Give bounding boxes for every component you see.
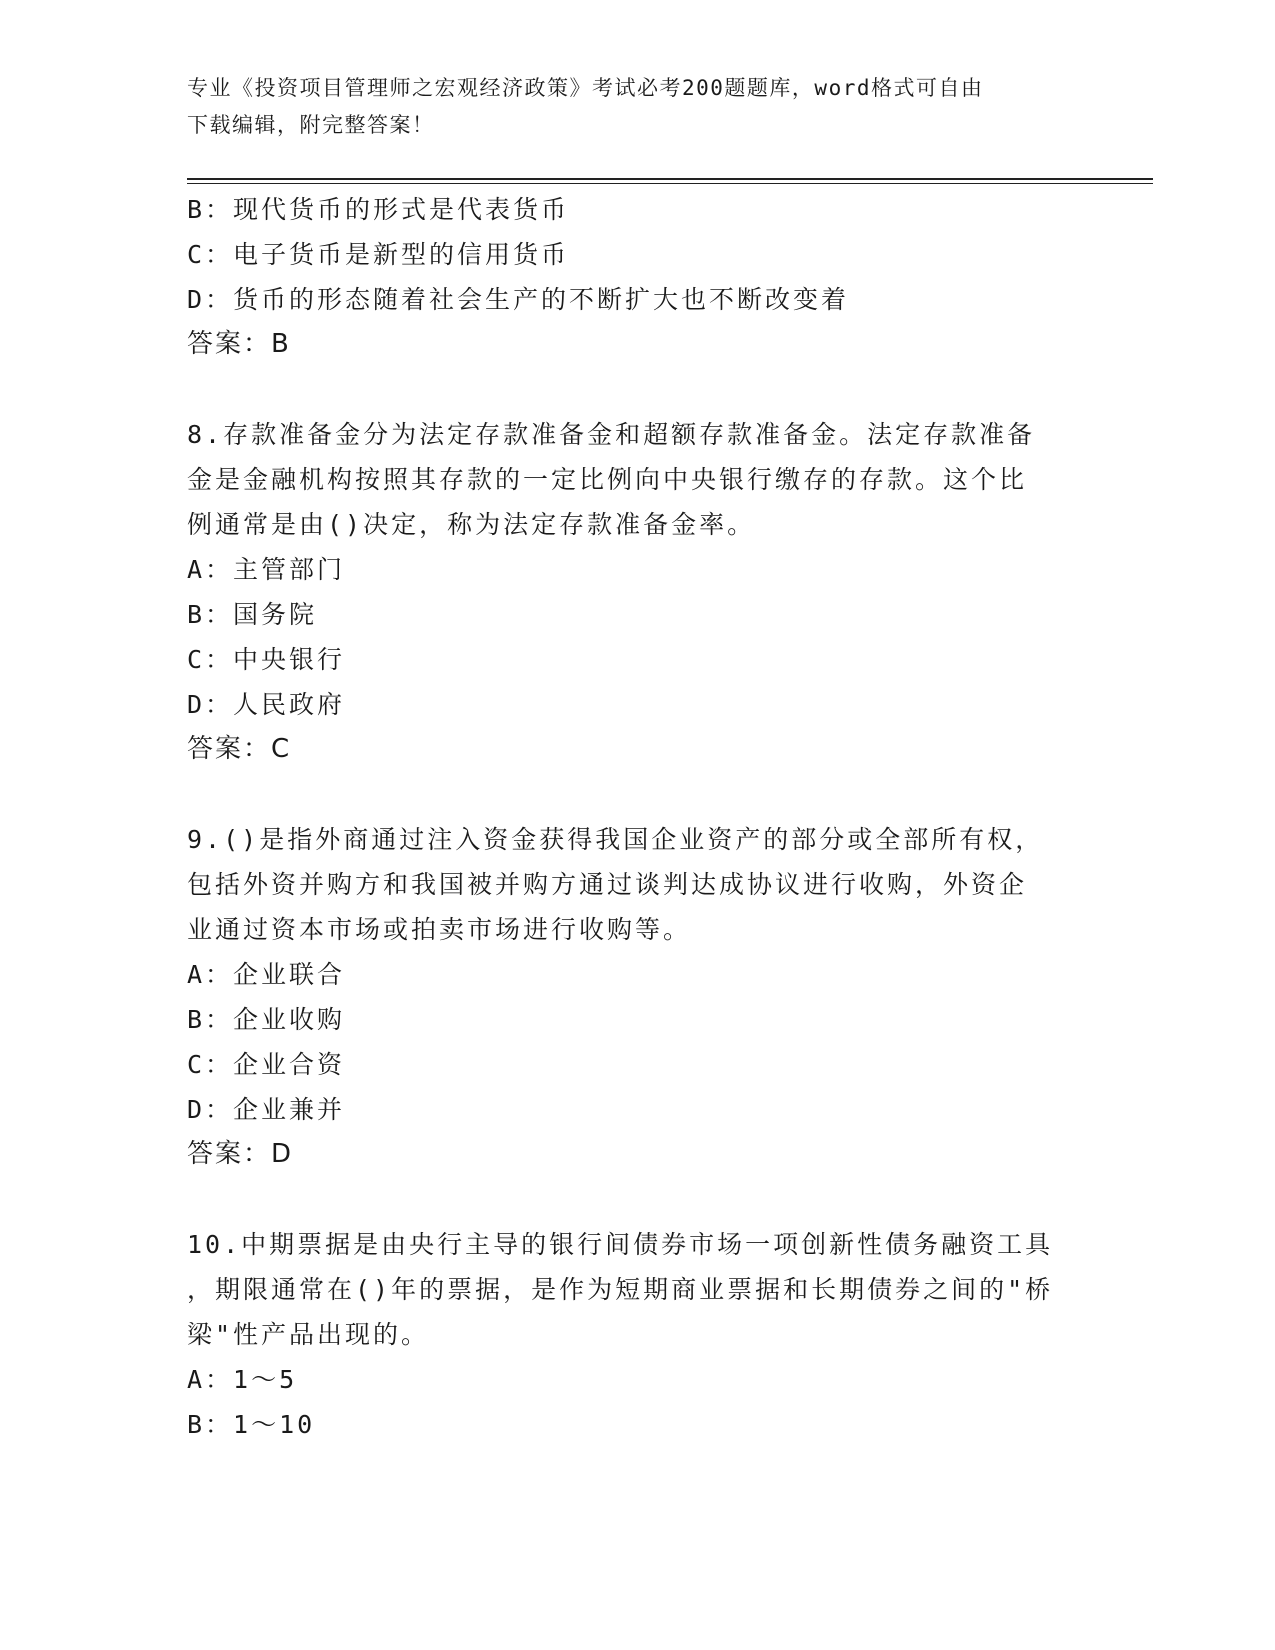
option-c: C：电子货币是新型的信用货币 (187, 240, 570, 269)
question-list (187, 187, 1067, 1447)
question-text: ，期限通常在()年的票据，是作为短期商业票据和长期债券之间的"桥 (187, 1275, 1054, 1304)
question-text: 例通常是由()决定，称为法定存款准备金率。 (187, 510, 756, 539)
header-line-2: 下载编辑，附完整答案！ (187, 113, 435, 137)
answer: 答案：D (187, 1139, 294, 1169)
header-divider-thick (187, 178, 1153, 180)
option-a: A：企业联合 (187, 960, 346, 989)
header-divider-thin (187, 183, 1153, 184)
option-a: A：1～5 (187, 1365, 298, 1394)
option-c: C：企业合资 (187, 1050, 346, 1079)
question-text: 8.存款准备金分为法定存款准备金和超额存款准备金。法定存款准备 (187, 420, 1036, 449)
question-9 (187, 817, 1067, 1177)
question-text: 梁"性产品出现的。 (187, 1320, 430, 1349)
header-line-1: 专业《投资项目管理师之宏观经济政策》考试必考200题题库，word格式可自由 (187, 76, 984, 100)
question-8 (187, 412, 1067, 772)
document-header (187, 70, 1067, 144)
question-7-tail (187, 187, 1067, 367)
option-b: B：现代货币的形式是代表货币 (187, 195, 570, 224)
question-text: 10.中期票据是由央行主导的银行间债券市场一项创新性债务融资工具 (187, 1230, 1054, 1259)
answer: 答案：B (187, 329, 291, 359)
answer: 答案：C (187, 734, 292, 764)
option-d: D：货币的形态随着社会生产的不断扩大也不断改变着 (187, 285, 850, 314)
option-b: B：1～10 (187, 1410, 316, 1439)
option-c: C：中央银行 (187, 645, 346, 674)
question-text: 金是金融机构按照其存款的一定比例向中央银行缴存的存款。这个比 (187, 465, 1028, 494)
question-text: 包括外资并购方和我国被并购方通过谈判达成协议进行收购，外资企 (187, 870, 1028, 899)
option-a: A：主管部门 (187, 555, 346, 584)
question-text: 9.()是指外商通过注入资金获得我国企业资产的部分或全部所有权， (187, 825, 1044, 854)
option-b: B：国务院 (187, 600, 318, 629)
option-d: D：企业兼并 (187, 1095, 346, 1124)
question-text: 业通过资本市场或拍卖市场进行收购等。 (187, 915, 692, 944)
option-d: D：人民政府 (187, 690, 346, 719)
option-b: B：企业收购 (187, 1005, 346, 1034)
question-10 (187, 1222, 1067, 1447)
